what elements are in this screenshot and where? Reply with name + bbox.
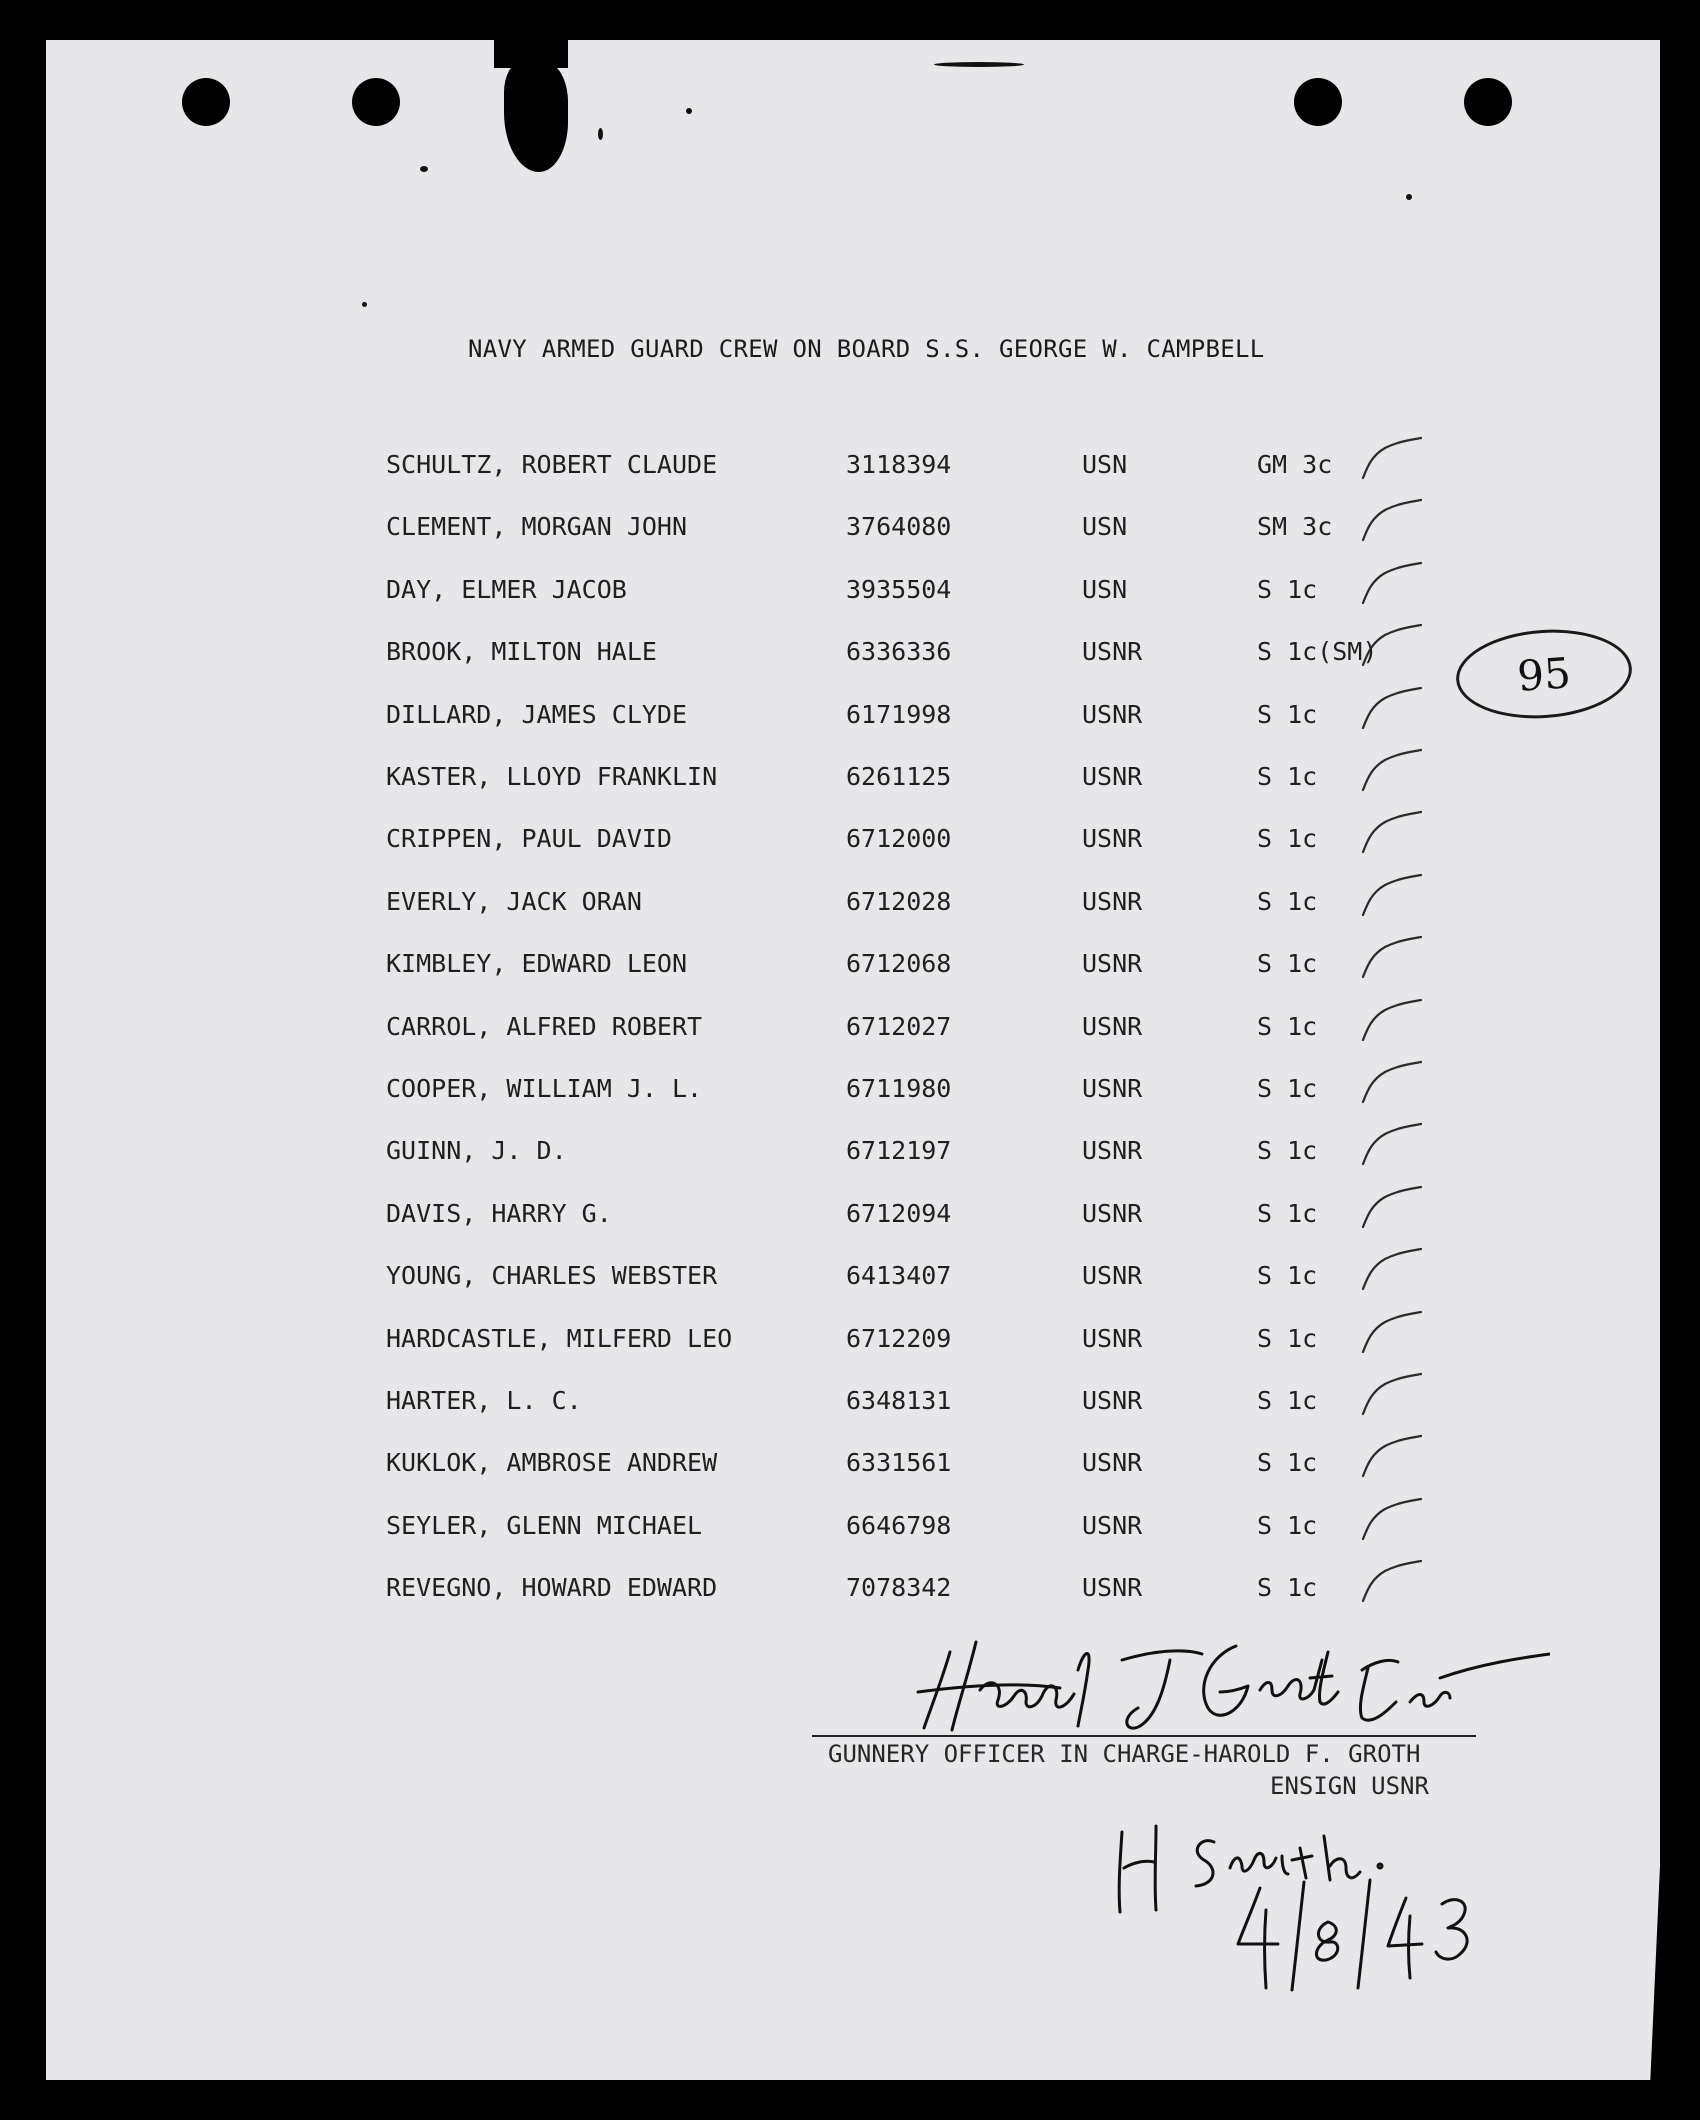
crew-name: KASTER, LLOYD FRANKLIN (386, 762, 718, 791)
crew-row (0, 637, 1700, 677)
service-branch: USNR (1082, 762, 1143, 791)
service-number: 6646798 (846, 1511, 952, 1540)
punch-hole (1464, 78, 1512, 126)
rating: S 1c (1257, 1511, 1318, 1540)
crew-name: HARTER, L. C. (386, 1386, 582, 1415)
service-number: 6712028 (846, 887, 952, 916)
service-number: 6261125 (846, 762, 952, 791)
crew-name: BROOK, MILTON HALE (386, 637, 657, 666)
rating: S 1c (1257, 1261, 1318, 1290)
check-mark-icon (1355, 746, 1425, 796)
service-number: 6331561 (846, 1448, 952, 1477)
handwritten-date (1230, 1870, 1500, 2000)
signature-caption: GUNNERY OFFICER IN CHARGE-HAROLD F. GROTH (828, 1740, 1421, 1768)
service-number: 6711980 (846, 1074, 952, 1103)
check-mark-icon (1355, 808, 1425, 858)
check-mark-icon (1355, 1495, 1425, 1545)
crew-row (0, 575, 1700, 615)
service-branch: USNR (1082, 1199, 1143, 1228)
crew-name: SEYLER, GLENN MICHAEL (386, 1511, 703, 1540)
crew-name: COOPER, WILLIAM J. L. (386, 1074, 703, 1103)
document-title: NAVY ARMED GUARD CREW ON BOARD S.S. GEORGE W. CAMPBELL (468, 335, 1265, 363)
crew-name: YOUNG, CHARLES WEBSTER (386, 1261, 718, 1290)
service-number: 6413407 (846, 1261, 952, 1290)
rating: S 1c (1257, 1136, 1318, 1165)
crew-name: HARDCASTLE, MILFERD LEO (386, 1324, 733, 1353)
crew-name: CLEMENT, MORGAN JOHN (386, 512, 688, 541)
service-number: 6171998 (846, 700, 952, 729)
service-branch: USNR (1082, 1261, 1143, 1290)
crew-name: DAY, ELMER JACOB (386, 575, 627, 604)
crew-name: CARROL, ALFRED ROBERT (386, 1012, 703, 1041)
check-mark-icon (1355, 933, 1425, 983)
service-number: 3764080 (846, 512, 952, 541)
crew-row (0, 949, 1700, 989)
paper-tear (504, 62, 568, 172)
signature-line (812, 1735, 1476, 1737)
check-mark-icon (1355, 1557, 1425, 1607)
paper-speck (362, 302, 367, 307)
service-branch: USNR (1082, 949, 1143, 978)
crew-row (0, 1261, 1700, 1301)
crew-name: KIMBLEY, EDWARD LEON (386, 949, 688, 978)
rating: S 1c (1257, 1448, 1318, 1477)
service-number: 3118394 (846, 450, 952, 479)
service-branch: USNR (1082, 1511, 1143, 1540)
check-mark-icon (1355, 871, 1425, 921)
service-branch: USNR (1082, 824, 1143, 853)
service-number: 7078342 (846, 1573, 952, 1602)
rating: SM 3c (1257, 512, 1333, 541)
service-branch: USN (1082, 450, 1128, 479)
crew-row (0, 512, 1700, 552)
rating: S 1c (1257, 1573, 1318, 1602)
service-branch: USNR (1082, 1324, 1143, 1353)
rating: S 1c (1257, 1199, 1318, 1228)
check-mark-icon (1355, 684, 1425, 734)
rating: S 1c (1257, 1324, 1318, 1353)
service-number: 6336336 (846, 637, 952, 666)
check-mark-icon (1355, 621, 1425, 671)
crew-row (0, 1448, 1700, 1488)
crew-row (0, 450, 1700, 490)
rating: S 1c (1257, 824, 1318, 853)
handwritten-signature (910, 1630, 1550, 1740)
rating: S 1c (1257, 887, 1318, 916)
check-mark-icon (1355, 559, 1425, 609)
paper-speck (1406, 194, 1412, 200)
crew-name: SCHULTZ, ROBERT CLAUDE (386, 450, 718, 479)
rating: S 1c (1257, 762, 1318, 791)
crew-row (0, 1074, 1700, 1114)
paper-speck (686, 108, 692, 114)
check-mark-icon (1355, 1245, 1425, 1295)
crew-name: CRIPPEN, PAUL DAVID (386, 824, 672, 853)
crew-row (0, 1136, 1700, 1176)
service-number: 6712094 (846, 1199, 952, 1228)
service-branch: USNR (1082, 637, 1143, 666)
rating: GM 3c (1257, 450, 1333, 479)
service-branch: USNR (1082, 1448, 1143, 1477)
check-mark-icon (1355, 1058, 1425, 1108)
paper-speck (934, 62, 1024, 67)
check-mark-icon (1355, 996, 1425, 1046)
rating: S 1c (1257, 575, 1318, 604)
punch-hole (1294, 78, 1342, 126)
crew-name: DAVIS, HARRY G. (386, 1199, 612, 1228)
service-number: 6712000 (846, 824, 952, 853)
service-branch: USNR (1082, 1136, 1143, 1165)
check-mark-icon (1355, 496, 1425, 546)
service-number: 6712027 (846, 1012, 952, 1041)
crew-row (0, 1511, 1700, 1551)
crew-row (0, 887, 1700, 927)
service-number: 3935504 (846, 575, 952, 604)
service-number: 6348131 (846, 1386, 952, 1415)
check-mark-icon (1355, 1432, 1425, 1482)
crew-row (0, 1012, 1700, 1052)
page-number-stamp: 95 (1453, 624, 1635, 724)
check-mark-icon (1355, 1308, 1425, 1358)
service-number: 6712068 (846, 949, 952, 978)
check-mark-icon (1355, 1120, 1425, 1170)
service-number: 6712197 (846, 1136, 952, 1165)
crew-name: GUINN, J. D. (386, 1136, 567, 1165)
crew-row (0, 1199, 1700, 1239)
rating: S 1c (1257, 949, 1318, 978)
paper-speck (598, 128, 603, 140)
service-branch: USNR (1082, 1386, 1143, 1415)
signature-rank: ENSIGN USNR (1270, 1772, 1429, 1800)
check-mark-icon (1355, 434, 1425, 484)
crew-name: KUKLOK, AMBROSE ANDREW (386, 1448, 718, 1477)
rating: S 1c (1257, 1074, 1318, 1103)
rating: S 1c (1257, 1012, 1318, 1041)
crew-name: DILLARD, JAMES CLYDE (386, 700, 688, 729)
crew-row (0, 1386, 1700, 1426)
punch-hole (182, 78, 230, 126)
rating: S 1c (1257, 1386, 1318, 1415)
check-mark-icon (1355, 1370, 1425, 1420)
service-branch: USNR (1082, 700, 1143, 729)
service-branch: USNR (1082, 887, 1143, 916)
crew-name: REVEGNO, HOWARD EDWARD (386, 1573, 718, 1602)
service-branch: USNR (1082, 1012, 1143, 1041)
paper-speck (420, 166, 428, 172)
service-branch: USNR (1082, 1573, 1143, 1602)
service-branch: USN (1082, 575, 1128, 604)
punch-hole (352, 78, 400, 126)
crew-row (0, 762, 1700, 802)
service-branch: USN (1082, 512, 1128, 541)
crew-row (0, 1324, 1700, 1364)
rating: S 1c(SM) (1257, 637, 1378, 666)
service-branch: USNR (1082, 1074, 1143, 1103)
crew-row (0, 700, 1700, 740)
rating: S 1c (1257, 700, 1318, 729)
crew-row (0, 1573, 1700, 1613)
crew-row (0, 824, 1700, 864)
check-mark-icon (1355, 1183, 1425, 1233)
service-number: 6712209 (846, 1324, 952, 1353)
crew-name: EVERLY, JACK ORAN (386, 887, 642, 916)
